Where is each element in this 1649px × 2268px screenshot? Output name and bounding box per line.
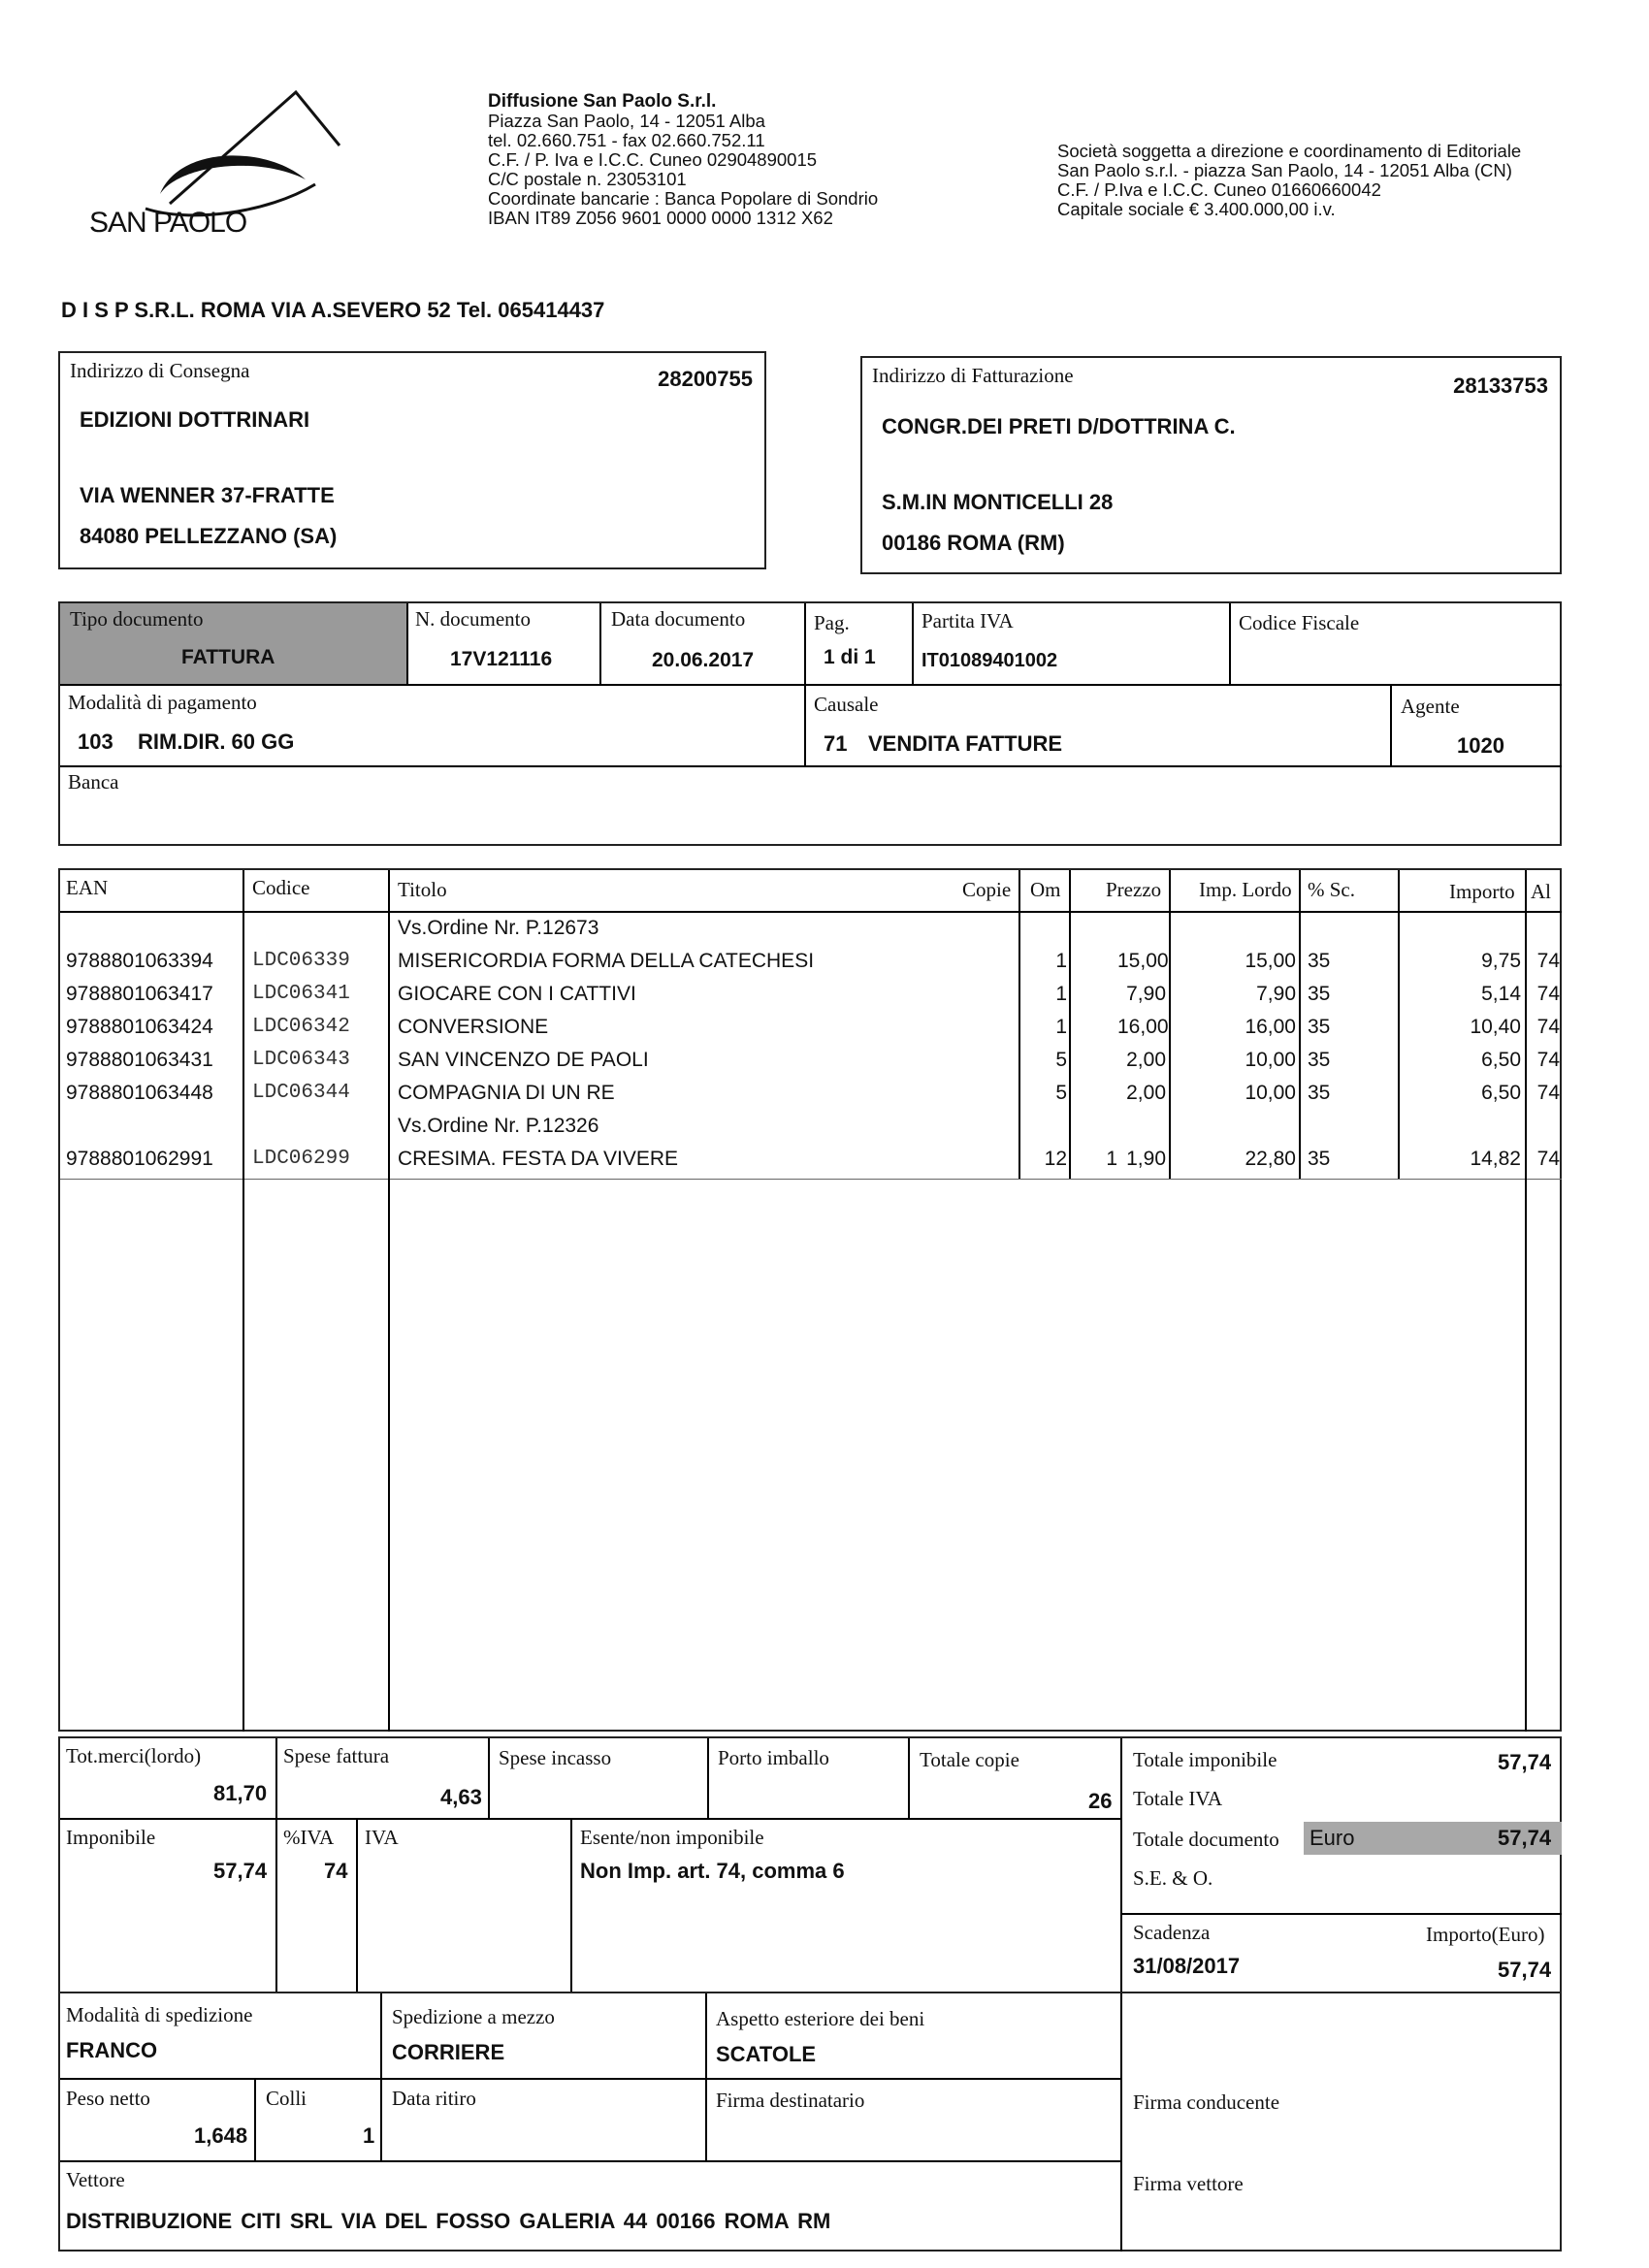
- causale-value: VENDITA FATTURE: [868, 731, 1063, 756]
- company-line: C/C postale n. 23053101: [488, 169, 687, 189]
- vettore-label: Vettore: [66, 2168, 125, 2191]
- pag-value: 1 di 1: [824, 646, 876, 668]
- cell-codice: LDC06344: [252, 1082, 350, 1104]
- cell-prezzo: 15,00: [1117, 950, 1169, 972]
- cell-ean: 9788801063448: [66, 1082, 213, 1104]
- cell-ean: 9788801063394: [66, 950, 213, 972]
- col-codice: Codice: [252, 876, 310, 899]
- firma-vettore-label: Firma vettore: [1133, 2172, 1244, 2195]
- piva-label: Partita IVA: [922, 609, 1014, 632]
- group-line: San Paolo s.r.l. - piazza San Paolo, 14 - 12051 Alba (CN): [1057, 160, 1512, 180]
- totale-iva-label: Totale IVA: [1133, 1787, 1223, 1810]
- cell-lordo: 10,00: [1245, 1049, 1296, 1071]
- cell-copie: 1: [1055, 950, 1067, 972]
- cell-lordo: 7,90: [1256, 983, 1296, 1005]
- cell-importo: 9,75: [1481, 950, 1521, 972]
- group-line: Capitale sociale € 3.400.000,00 i.v.: [1057, 199, 1336, 219]
- aspetto-value: SCATOLE: [716, 2042, 817, 2066]
- cell-ean: 9788801063424: [66, 1016, 213, 1038]
- totale-imponibile-value: 57,74: [1498, 1750, 1552, 1774]
- company-line: tel. 02.660.751 - fax 02.660.752.11: [488, 130, 765, 150]
- tot-merci-label: Tot.merci(lordo): [66, 1744, 202, 1767]
- colli-value: 1: [363, 2123, 375, 2148]
- pagamento-code: 103: [78, 729, 113, 754]
- totale-documento-label: Totale documento: [1133, 1828, 1279, 1851]
- col-sc: % Sc.: [1308, 878, 1355, 901]
- cell-importo: 14,82: [1470, 1148, 1521, 1170]
- cell-prezzo: 1,90: [1126, 1148, 1166, 1170]
- cell-codice: LDC06299: [252, 1148, 350, 1170]
- delivery-name: EDIZIONI DOTTRINARI: [80, 407, 310, 432]
- currency-label: Euro: [1310, 1826, 1355, 1850]
- colli-label: Colli: [266, 2087, 307, 2110]
- company-block: [488, 92, 878, 228]
- cell-lordo: 16,00: [1245, 1016, 1296, 1038]
- cell-titolo: COMPAGNIA DI UN RE: [398, 1082, 615, 1104]
- seo-label: S.E. & O.: [1133, 1866, 1213, 1890]
- importo-euro-label: Importo(Euro): [1426, 1923, 1545, 1946]
- table-row: [60, 1045, 1562, 1078]
- company-line: Piazza San Paolo, 14 - 12051 Alba: [488, 111, 765, 131]
- billing-label: Indirizzo di Fatturazione: [872, 364, 1074, 387]
- esente-label: Esente/non imponibile: [580, 1826, 764, 1849]
- imponibile-label: Imponibile: [66, 1826, 156, 1849]
- totale-imponibile-label: Totale imponibile: [1133, 1748, 1277, 1771]
- cell-sc: 35: [1308, 1016, 1331, 1038]
- spedizione-mezzo-value: CORRIERE: [392, 2040, 505, 2064]
- iva-label: IVA: [365, 1826, 399, 1849]
- cell-al: 74: [1536, 1148, 1560, 1170]
- table-row: [60, 1078, 1562, 1111]
- perc-iva-value: 74: [324, 1859, 348, 1883]
- cell-prezzo: 2,00: [1126, 1049, 1166, 1071]
- cell-codice: LDC06342: [252, 1016, 350, 1038]
- causale-label: Causale: [814, 693, 879, 716]
- cell-ean: 9788801062991: [66, 1148, 213, 1170]
- pagamento-label: Modalità di pagamento: [68, 691, 257, 714]
- cell-lordo: 15,00: [1245, 950, 1296, 972]
- totale-documento-value: 57,74: [1498, 1826, 1552, 1850]
- group-block: [1057, 142, 1521, 219]
- esente-value: Non Imp. art. 74, comma 6: [580, 1859, 845, 1883]
- cell-al: 74: [1536, 983, 1560, 1005]
- col-om: Om: [1030, 878, 1061, 901]
- num-label: N. documento: [415, 607, 531, 631]
- logo-text: SAN PAOLO: [89, 207, 247, 239]
- table-row: [60, 913, 1562, 946]
- peso-label: Peso netto: [66, 2087, 150, 2110]
- spedizione-mezzo-label: Spedizione a mezzo: [392, 2005, 555, 2028]
- num-value: 17V121116: [450, 648, 553, 670]
- cell-titolo: CONVERSIONE: [398, 1016, 549, 1038]
- company-line: Coordinate bancarie : Banca Popolare di Sondrio: [488, 188, 879, 209]
- cell-sc: 35: [1308, 1148, 1331, 1170]
- cell-importo: 10,40: [1470, 1016, 1521, 1038]
- cell-al: 74: [1536, 1082, 1560, 1104]
- cell-prezzo: 7,90: [1126, 983, 1166, 1005]
- billing-name: CONGR.DEI PRETI D/DOTTRINA C.: [882, 414, 1236, 438]
- cell-importo: 6,50: [1481, 1082, 1521, 1104]
- delivery-street: VIA WENNER 37-FRATTE: [80, 483, 335, 507]
- banca-label: Banca: [68, 770, 119, 794]
- cell-prezzo: 2,00: [1126, 1082, 1166, 1104]
- peso-value: 1,648: [194, 2123, 248, 2148]
- billing-code: 28133753: [1453, 373, 1548, 398]
- firma-conducente-label: Firma conducente: [1133, 2090, 1280, 2114]
- cell-sc: 35: [1308, 950, 1331, 972]
- cell-copie: 12: [1044, 1148, 1067, 1170]
- data-label: Data documento: [611, 607, 746, 631]
- cf-label: Codice Fiscale: [1239, 611, 1360, 634]
- spedizione-modalita-value: FRANCO: [66, 2038, 158, 2062]
- cell-al: 74: [1536, 1016, 1560, 1038]
- spese-fattura-label: Spese fattura: [283, 1744, 390, 1767]
- cell-prezzo: 16,00: [1117, 1016, 1169, 1038]
- cell-codice: LDC06341: [252, 983, 350, 1005]
- porto-label: Porto imballo: [718, 1746, 829, 1769]
- delivery-label: Indirizzo di Consegna: [70, 359, 250, 382]
- col-copie: Copie: [962, 878, 1012, 901]
- cell-titolo: GIOCARE CON I CATTIVI: [398, 983, 636, 1005]
- spese-incasso-label: Spese incasso: [499, 1746, 612, 1769]
- firma-destinatario-label: Firma destinatario: [716, 2089, 865, 2112]
- cell-titolo: Vs.Ordine Nr. P.12326: [398, 1115, 599, 1137]
- group-line: C.F. / P.Iva e I.C.C. Cuneo 01660660042: [1057, 179, 1381, 200]
- tot-merci-value: 81,70: [213, 1781, 268, 1805]
- col-titolo: Titolo: [398, 878, 447, 901]
- group-line: Società soggetta a direzione e coordinamento di Editoriale: [1057, 141, 1522, 161]
- importo-euro-value: 57,74: [1498, 1958, 1552, 1982]
- table-row: [60, 979, 1562, 1012]
- delivery-city: 84080 PELLEZZANO (SA): [80, 524, 338, 548]
- col-prezzo: Prezzo: [1106, 878, 1162, 901]
- totale-copie-value: 26: [1088, 1789, 1113, 1813]
- totale-copie-label: Totale copie: [920, 1748, 1019, 1771]
- cell-importo: 5,14: [1481, 983, 1521, 1005]
- agente-value: 1020: [1457, 733, 1504, 758]
- col-lordo: Imp. Lordo: [1199, 878, 1292, 901]
- col-ean: EAN: [66, 876, 109, 899]
- cell-copie: 5: [1055, 1082, 1067, 1104]
- scadenza-label: Scadenza: [1133, 1921, 1211, 1944]
- company-line: C.F. / P. Iva e I.C.C. Cuneo 02904890015: [488, 149, 818, 170]
- cell-al: 74: [1536, 1049, 1560, 1071]
- agente-label: Agente: [1401, 695, 1460, 718]
- col-importo: Importo: [1449, 880, 1515, 903]
- tipo-value: FATTURA: [181, 646, 275, 668]
- tipo-label: Tipo documento: [70, 607, 204, 631]
- cell-sc: 35: [1308, 1082, 1331, 1104]
- cell-titolo: SAN VINCENZO DE PAOLI: [398, 1049, 649, 1071]
- cell-sc: 35: [1308, 983, 1331, 1005]
- items-table: [58, 868, 1562, 1732]
- cell-codice: LDC06339: [252, 950, 350, 972]
- cell-importo: 6,50: [1481, 1049, 1521, 1071]
- pagamento-value: RIM.DIR. 60 GG: [138, 729, 295, 754]
- table-row: [60, 1012, 1562, 1045]
- company-name: Diffusione San Paolo S.r.l.: [488, 91, 717, 112]
- table-row: [60, 1144, 1562, 1177]
- billing-address-box: [860, 356, 1562, 574]
- cell-ean: 9788801063417: [66, 983, 213, 1005]
- shipping-box: [58, 1992, 1562, 2252]
- billing-city: 00186 ROMA (RM): [882, 531, 1065, 555]
- cell-lordo: 22,80: [1245, 1148, 1296, 1170]
- billing-street: S.M.IN MONTICELLI 28: [882, 490, 1114, 514]
- causale-code: 71: [824, 731, 848, 756]
- table-row: [60, 1111, 1562, 1144]
- perc-iva-label: %IVA: [283, 1826, 335, 1849]
- cell-titolo: CRESIMA. FESTA DA VIVERE: [398, 1148, 679, 1170]
- cell-copie: 1: [1055, 1016, 1067, 1038]
- vettore-value: DISTRIBUZIONE CITI SRL VIA DEL FOSSO GALERIA 44 00166 ROMA RM: [66, 2209, 831, 2233]
- cell-om: 1: [1106, 1148, 1117, 1170]
- aspetto-label: Aspetto esteriore dei beni: [716, 2007, 925, 2030]
- cell-lordo: 10,00: [1245, 1082, 1296, 1104]
- pag-label: Pag.: [814, 611, 850, 634]
- cell-titolo: MISERICORDIA FORMA DELLA CATECHESI: [398, 950, 815, 972]
- cell-titolo: Vs.Ordine Nr. P.12673: [398, 917, 599, 939]
- totals-box: [58, 1736, 1562, 1993]
- cell-copie: 5: [1055, 1049, 1067, 1071]
- delivery-code: 28200755: [658, 367, 753, 391]
- cell-copie: 1: [1055, 983, 1067, 1005]
- data-ritiro-label: Data ritiro: [392, 2087, 476, 2110]
- cell-al: 74: [1536, 950, 1560, 972]
- cell-ean: 9788801063431: [66, 1049, 213, 1071]
- imponibile-value: 57,74: [213, 1859, 268, 1883]
- col-al: Al: [1531, 880, 1551, 903]
- piva-value: IT01089401002: [922, 650, 1058, 671]
- document-info-box: [58, 601, 1562, 846]
- data-value: 20.06.2017: [652, 649, 755, 671]
- company-line: IBAN IT89 Z056 9601 0000 0000 1312 X62: [488, 208, 833, 228]
- spese-fattura-value: 4,63: [440, 1785, 482, 1809]
- cell-sc: 35: [1308, 1049, 1331, 1071]
- cell-codice: LDC06343: [252, 1049, 350, 1071]
- spedizione-modalita-label: Modalità di spedizione: [66, 2003, 253, 2026]
- dispatcher-line: D I S P S.R.L. ROMA VIA A.SEVERO 52 Tel. 065414437: [61, 298, 605, 322]
- table-row: [60, 946, 1562, 979]
- scadenza-value: 31/08/2017: [1133, 1954, 1241, 1978]
- delivery-address-box: [58, 351, 766, 569]
